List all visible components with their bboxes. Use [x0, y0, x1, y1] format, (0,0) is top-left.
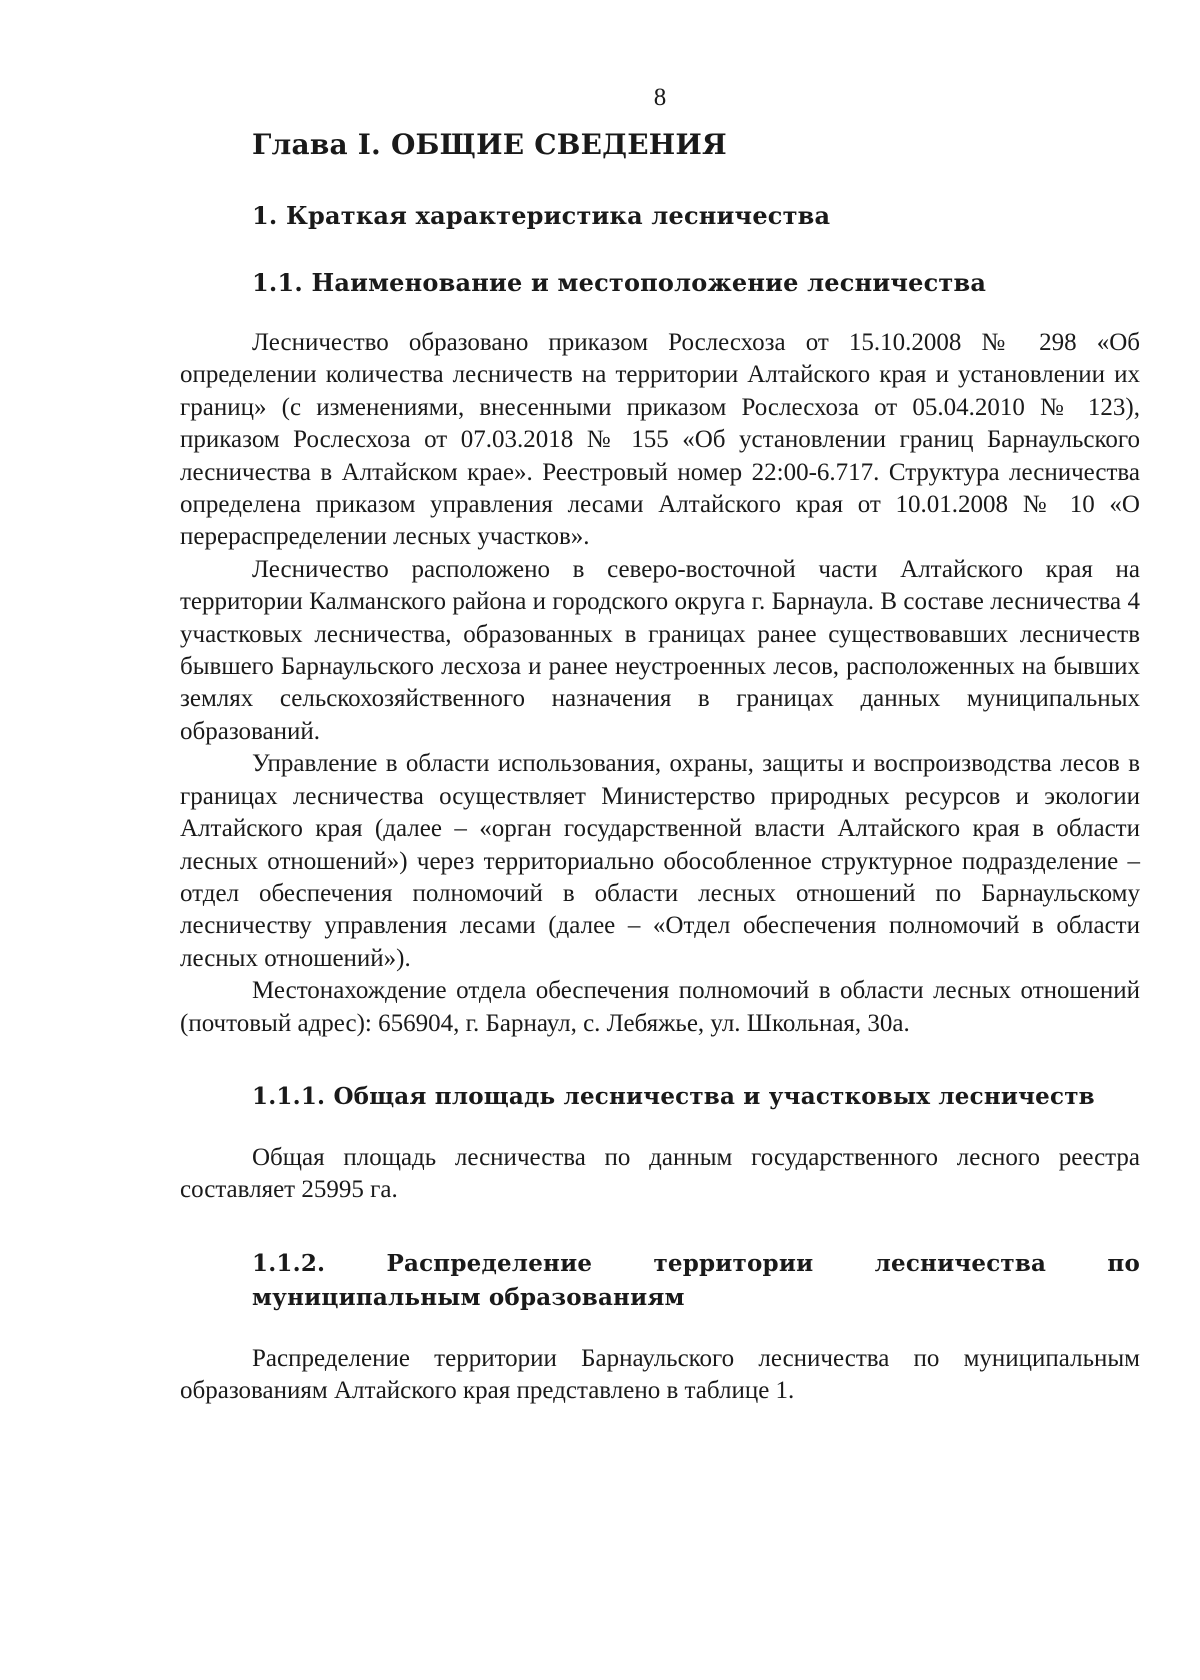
paragraph-total-area: Общая площадь лесничества по данным государственного лесного реестра составляет 25995 га. — [180, 1143, 1140, 1204]
paragraph-address: Местонахождение отдела обеспечения полномочий в области лесных отношений (почтовый адрес): 656904, г. Барнаул, с. Лебяжье, ул. Школьная, 30а. — [180, 977, 1140, 1037]
subsubsection-title-distribution: 1.1.2. Распределение территории лесничества по муниципальным образованиям — [252, 1249, 1140, 1311]
paragraph-management: Управление в области использования, охраны, защиты и воспроизводства лесов в границах лесничества осуществляет Министерство природных ресурсов и экологии Алтайского края (далее – «орган государственной власти Алтайского края в области лесных отношений») через территориально обособленное структурное подразделение – отдел обеспечения полномочий в области лесных отношений по Барнаульскому лесничеству управления лесами (далее – «Отдел обеспечения полномочий в области лесных отношений»). — [180, 750, 1140, 972]
page-content — [180, 128, 1140, 1408]
page-number: 8 — [653, 84, 667, 111]
paragraph-location: Лесничество расположено в северо-восточной части Алтайского края на территории Калманского района и городского округа г. Барнаула. В составе лесничества 4 участковых лесничества, образованных в границах ранее существовавших лесничеств бывшего Барнаульского лесхоза и ранее неустроенных лесов, расположенных на бывших землях сельскохозяйственного назначения в границах данных муниципальных образований. — [180, 555, 1140, 745]
paragraph-distribution: Распределение территории Барнаульского лесничества по муниципальным образованиям Алтайского края представлено в таблице 1. — [180, 1344, 1140, 1405]
section-title: 1. Краткая характеристика лесничества — [252, 201, 831, 230]
paragraph-establishment: Лесничество образовано приказом Рослесхоза от 15.10.2008 № 298 «Об определении количества лесничеств на территории Алтайского края и установлении их границ» (с изменениями, внесенными приказом Рослесхоза от 05.04.2010 № 123), приказом Рослесхоза от 07.03.2018 № 155 «Об установлении границ Барнаульского лесничества в Алтайском крае». Реестровый номер 22:00-6.717. Структура лесничества определена приказом управления лесами Алтайского края от 10.01.2008 № 10 «О перераспределении лесных участков». — [180, 329, 1140, 551]
subsubsection-title-area: 1.1.1. Общая площадь лесничества и участковых лесничеств — [252, 1082, 1095, 1110]
chapter-title: Глава I. ОБЩИЕ СВЕДЕНИЯ — [252, 128, 727, 161]
subsection-title: 1.1. Наименование и местоположение лесничества — [252, 268, 987, 297]
